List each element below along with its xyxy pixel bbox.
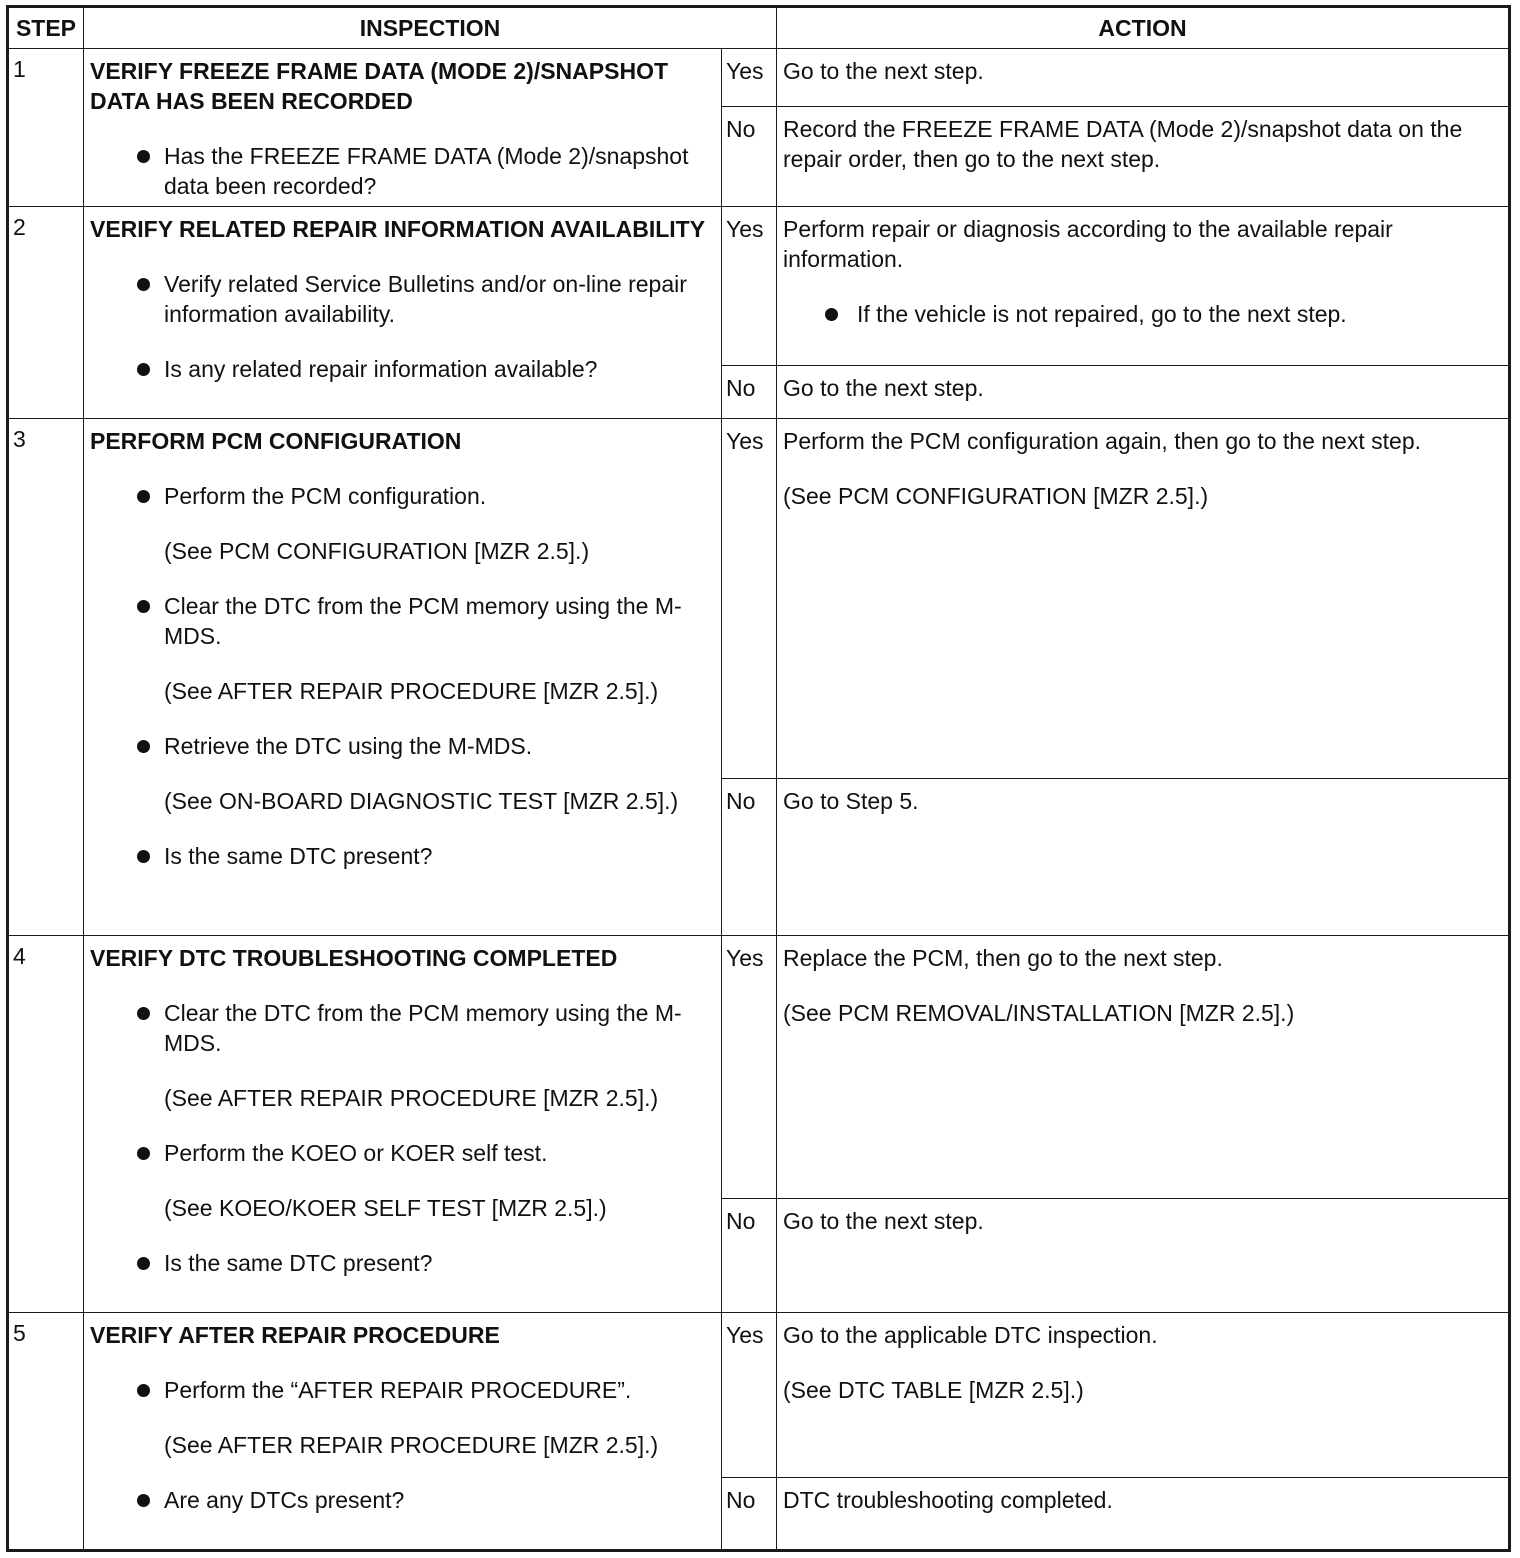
inspection-bullet: Is any related repair information available? bbox=[90, 354, 707, 384]
step-title: PERFORM PCM CONFIGURATION bbox=[90, 428, 462, 454]
diagnostic-table bbox=[6, 5, 1511, 1552]
inspection-reference: (See PCM CONFIGURATION [MZR 2.5].) bbox=[164, 538, 590, 564]
action-yes bbox=[777, 419, 1510, 779]
action-text: Go to the applicable DTC inspection. bbox=[783, 1322, 1158, 1348]
inspection-bullet: Are any DTCs present? bbox=[90, 1485, 707, 1515]
action-yes bbox=[777, 49, 1510, 107]
action-yes bbox=[777, 207, 1510, 366]
action-yes bbox=[777, 936, 1510, 1199]
no-label: No bbox=[722, 366, 777, 419]
inspection-reference: (See AFTER REPAIR PROCEDURE [MZR 2.5].) bbox=[164, 1085, 659, 1111]
no-label: No bbox=[722, 1478, 777, 1551]
action-text: Record the FREEZE FRAME DATA (Mode 2)/snapshot data on the repair order, then go to the next step. bbox=[783, 116, 1463, 172]
inspection-reference: (See KOEO/KOER SELF TEST [MZR 2.5].) bbox=[164, 1195, 607, 1221]
step-title: VERIFY DTC TROUBLESHOOTING COMPLETED bbox=[90, 945, 618, 971]
no-label: No bbox=[722, 1199, 777, 1313]
action-no bbox=[777, 1199, 1510, 1313]
step-1-yes-row bbox=[8, 49, 1510, 107]
action-text: Replace the PCM, then go to the next step. bbox=[783, 945, 1223, 971]
yes-label: Yes bbox=[722, 419, 777, 779]
action-text: Go to Step 5. bbox=[783, 788, 919, 814]
inspection-reference: (See ON-BOARD DIAGNOSTIC TEST [MZR 2.5].) bbox=[164, 788, 679, 814]
no-label: No bbox=[722, 107, 777, 207]
step-number: 3 bbox=[8, 419, 84, 936]
step-5-yes-row bbox=[8, 1313, 1510, 1478]
inspection-bullet: Is the same DTC present? bbox=[90, 1248, 707, 1278]
action-text: Go to the next step. bbox=[783, 1208, 984, 1234]
inspection-reference: (See AFTER REPAIR PROCEDURE [MZR 2.5].) bbox=[164, 678, 659, 704]
step-number: 2 bbox=[8, 207, 84, 419]
step-2-inspection bbox=[84, 207, 722, 419]
header-row bbox=[8, 7, 1510, 49]
step-3-inspection bbox=[84, 419, 722, 936]
action-bullet: If the vehicle is not repaired, go to the next step. bbox=[783, 299, 1498, 329]
inspection-bullet: Clear the DTC from the PCM memory using the M-MDS. bbox=[90, 998, 707, 1058]
action-reference: (See DTC TABLE [MZR 2.5].) bbox=[783, 1377, 1084, 1403]
step-number: 4 bbox=[8, 936, 84, 1313]
yes-label: Yes bbox=[722, 49, 777, 107]
header-action: ACTION bbox=[777, 7, 1510, 49]
step-4-inspection bbox=[84, 936, 722, 1313]
action-no bbox=[777, 107, 1510, 207]
step-5-inspection bbox=[84, 1313, 722, 1551]
step-2-yes-row bbox=[8, 207, 1510, 366]
header-inspection: INSPECTION bbox=[84, 7, 777, 49]
action-yes bbox=[777, 1313, 1510, 1478]
inspection-bullet: Clear the DTC from the PCM memory using the M-MDS. bbox=[90, 591, 707, 651]
step-3-yes-row bbox=[8, 419, 1510, 779]
no-label: No bbox=[722, 779, 777, 936]
yes-label: Yes bbox=[722, 936, 777, 1199]
inspection-bullet: Retrieve the DTC using the M-MDS. bbox=[90, 731, 707, 761]
action-text: Perform repair or diagnosis according to the available repair information. bbox=[783, 216, 1393, 272]
header-step: STEP bbox=[8, 7, 84, 49]
inspection-bullet: Perform the PCM configuration. bbox=[90, 481, 707, 511]
step-number: 1 bbox=[8, 49, 84, 207]
inspection-reference: (See AFTER REPAIR PROCEDURE [MZR 2.5].) bbox=[164, 1432, 659, 1458]
inspection-bullet: Verify related Service Bulletins and/or on-line repair information availability. bbox=[90, 269, 707, 329]
inspection-bullet: Has the FREEZE FRAME DATA (Mode 2)/snapshot data been recorded? bbox=[90, 141, 707, 201]
inspection-bullet: Perform the KOEO or KOER self test. bbox=[90, 1138, 707, 1168]
step-1-inspection bbox=[84, 49, 722, 207]
step-number: 5 bbox=[8, 1313, 84, 1551]
action-text: Perform the PCM configuration again, then go to the next step. bbox=[783, 428, 1421, 454]
step-title: VERIFY RELATED REPAIR INFORMATION AVAILABILITY bbox=[90, 216, 706, 242]
step-title: VERIFY AFTER REPAIR PROCEDURE bbox=[90, 1322, 500, 1348]
action-text: DTC troubleshooting completed. bbox=[783, 1487, 1113, 1513]
action-no bbox=[777, 1478, 1510, 1551]
step-4-yes-row bbox=[8, 936, 1510, 1199]
action-text: Go to the next step. bbox=[783, 375, 984, 401]
action-no bbox=[777, 779, 1510, 936]
yes-label: Yes bbox=[722, 1313, 777, 1478]
action-no bbox=[777, 366, 1510, 419]
action-reference: (See PCM REMOVAL/INSTALLATION [MZR 2.5].) bbox=[783, 1000, 1295, 1026]
action-text: Go to the next step. bbox=[783, 58, 984, 84]
action-reference: (See PCM CONFIGURATION [MZR 2.5].) bbox=[783, 483, 1209, 509]
inspection-bullet: Perform the “AFTER REPAIR PROCEDURE”. bbox=[90, 1375, 707, 1405]
inspection-bullet: Is the same DTC present? bbox=[90, 841, 707, 871]
step-title: VERIFY FREEZE FRAME DATA (MODE 2)/SNAPSHOT DATA HAS BEEN RECORDED bbox=[90, 58, 669, 114]
yes-label: Yes bbox=[722, 207, 777, 366]
